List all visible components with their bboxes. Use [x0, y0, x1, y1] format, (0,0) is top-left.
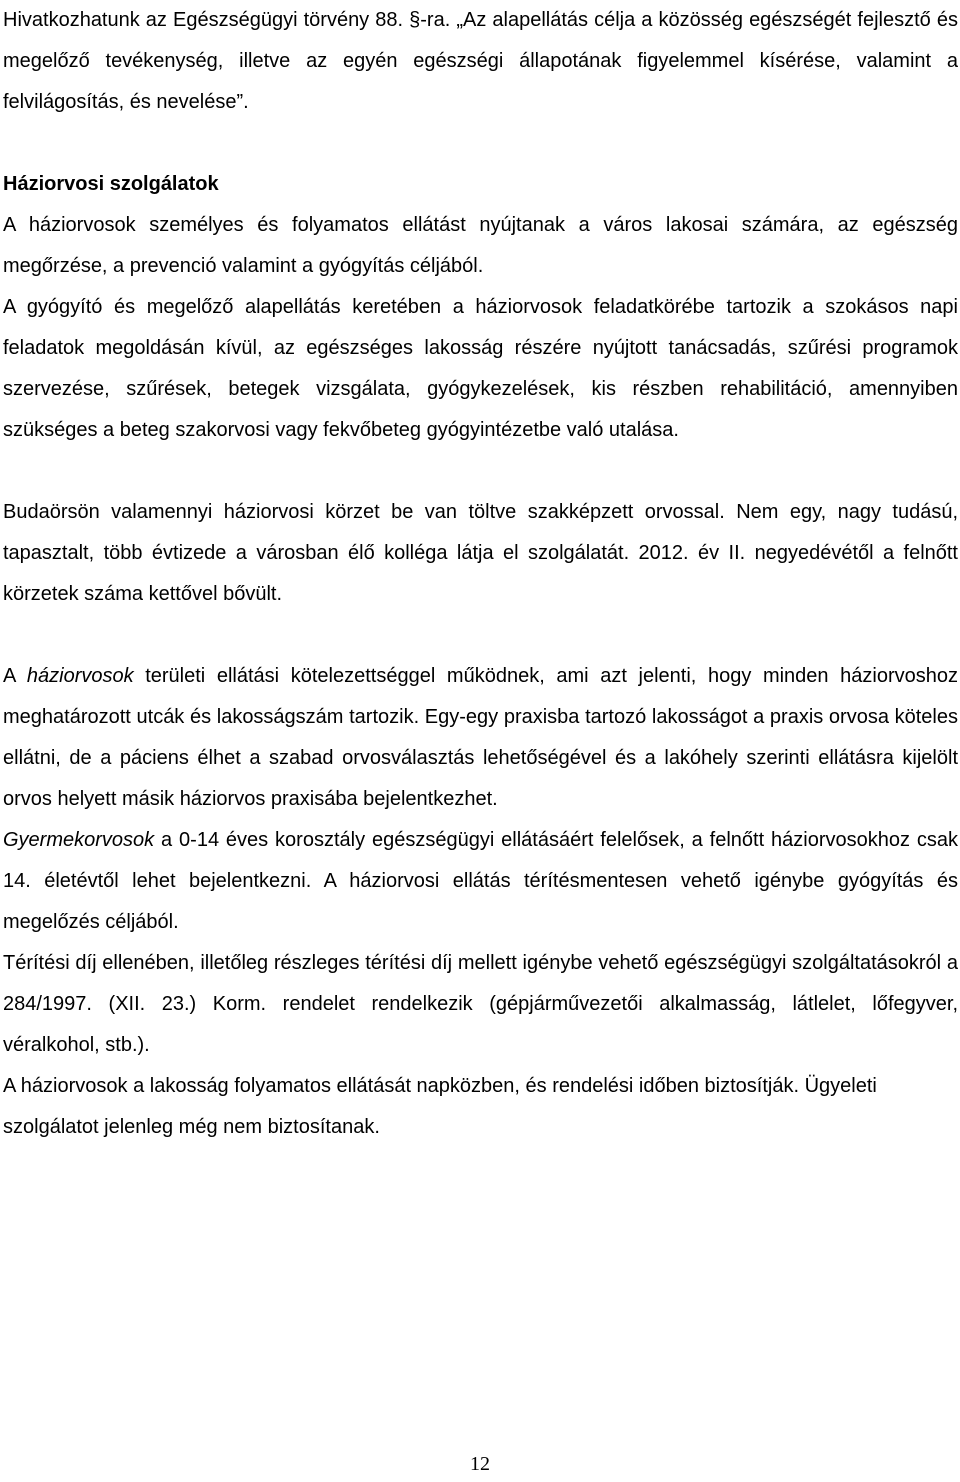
term-haziorvosok: háziorvosok [26, 665, 134, 687]
paragraph-6: Térítési díj ellenében, illetőleg részleges térítési díj mellett igénybe vehető egészségügyi szolgáltatásokról a 284/1997. (XII. 23.) Korm. rendelet rendelkezik (gépjárművezetői alkalmasság, látlelet, lőfegyver, véralkohol, stb.). [3, 952, 958, 1056]
paragraph-5 [3, 820, 958, 943]
paragraph-5-text: a 0-14 éves korosztály egészségügyi ellátásáért felelősek, a felnőtt háziorvosokhoz csak 14. életévtől lehet bejelentkezni. A háziorvosi ellátás térítésmentesen vehető igénybe gyógyítás és megelőzés céljából. [3, 829, 958, 933]
spacer [3, 123, 958, 164]
spacer [3, 615, 958, 656]
paragraph-4-prefix: A [3, 665, 27, 687]
page-number: 12 [470, 1453, 490, 1475]
intro-paragraph: Hivatkozhatunk az Egészségügyi törvény 88. §-ra. „Az alapellátás célja a közösség egészségét fejlesztő és megelőző tevékenység, illetve az egyén egészségi állapotának figyelemmel kísérése, valamint a felvilágosítás, és nevelése”. [3, 9, 958, 113]
paragraph-1: A háziorvosok személyes és folyamatos ellátást nyújtanak a város lakosai számára, az egészség megőrzése, a prevenció valamint a gyógyítás céljából. [3, 214, 958, 277]
paragraph-3: Budaörsön valamennyi háziorvosi körzet be van töltve szakképzett orvossal. Nem egy, nagy tudású, tapasztalt, több évtizede a városban élő kolléga látja el szolgálatát. 2012. év II. negyedévétől a felnőtt körzetek száma kettővel bővült. [3, 501, 958, 605]
paragraph-4 [3, 656, 958, 820]
paragraph-7: A háziorvosok a lakosság folyamatos ellátását napközben, és rendelési időben biztosítják. Ügyeleti szolgálatot jelenleg még nem biztosítanak. [3, 1075, 877, 1138]
section-heading: Háziorvosi szolgálatok [3, 173, 219, 195]
paragraph-2: A gyógyító és megelőző alapellátás keretében a háziorvosok feladatkörébe tartozik a szokásos napi feladatok megoldásán kívül, az egészséges lakosság részére nyújtott tanácsadás, szűrési programok szervezése, szűrések, betegek vizsgálata, gyógykezelések, kis részben rehabilitáció, amennyiben szükséges a beteg szakorvosi vagy fekvőbeteg gyógyintézetbe való utalása. [3, 296, 958, 441]
spacer [3, 451, 958, 492]
term-gyermekorvosok: Gyermekorvosok [3, 829, 155, 851]
paragraph-4-text: területi ellátási kötelezettséggel működnek, ami azt jelenti, hogy minden háziorvoshoz meghatározott utcák és lakosságszám tartozik. Egy-egy praxisba tartozó lakosságot a praxis orvosa köteles ellátni, de a páciens élhet a szabad orvosválasztás lehetőségével és a lakóhely szerinti ellátásra kijelölt orvos helyett másik háziorvos praxisába bejelentkezhet. [3, 665, 959, 810]
document-page [3, 0, 958, 1148]
